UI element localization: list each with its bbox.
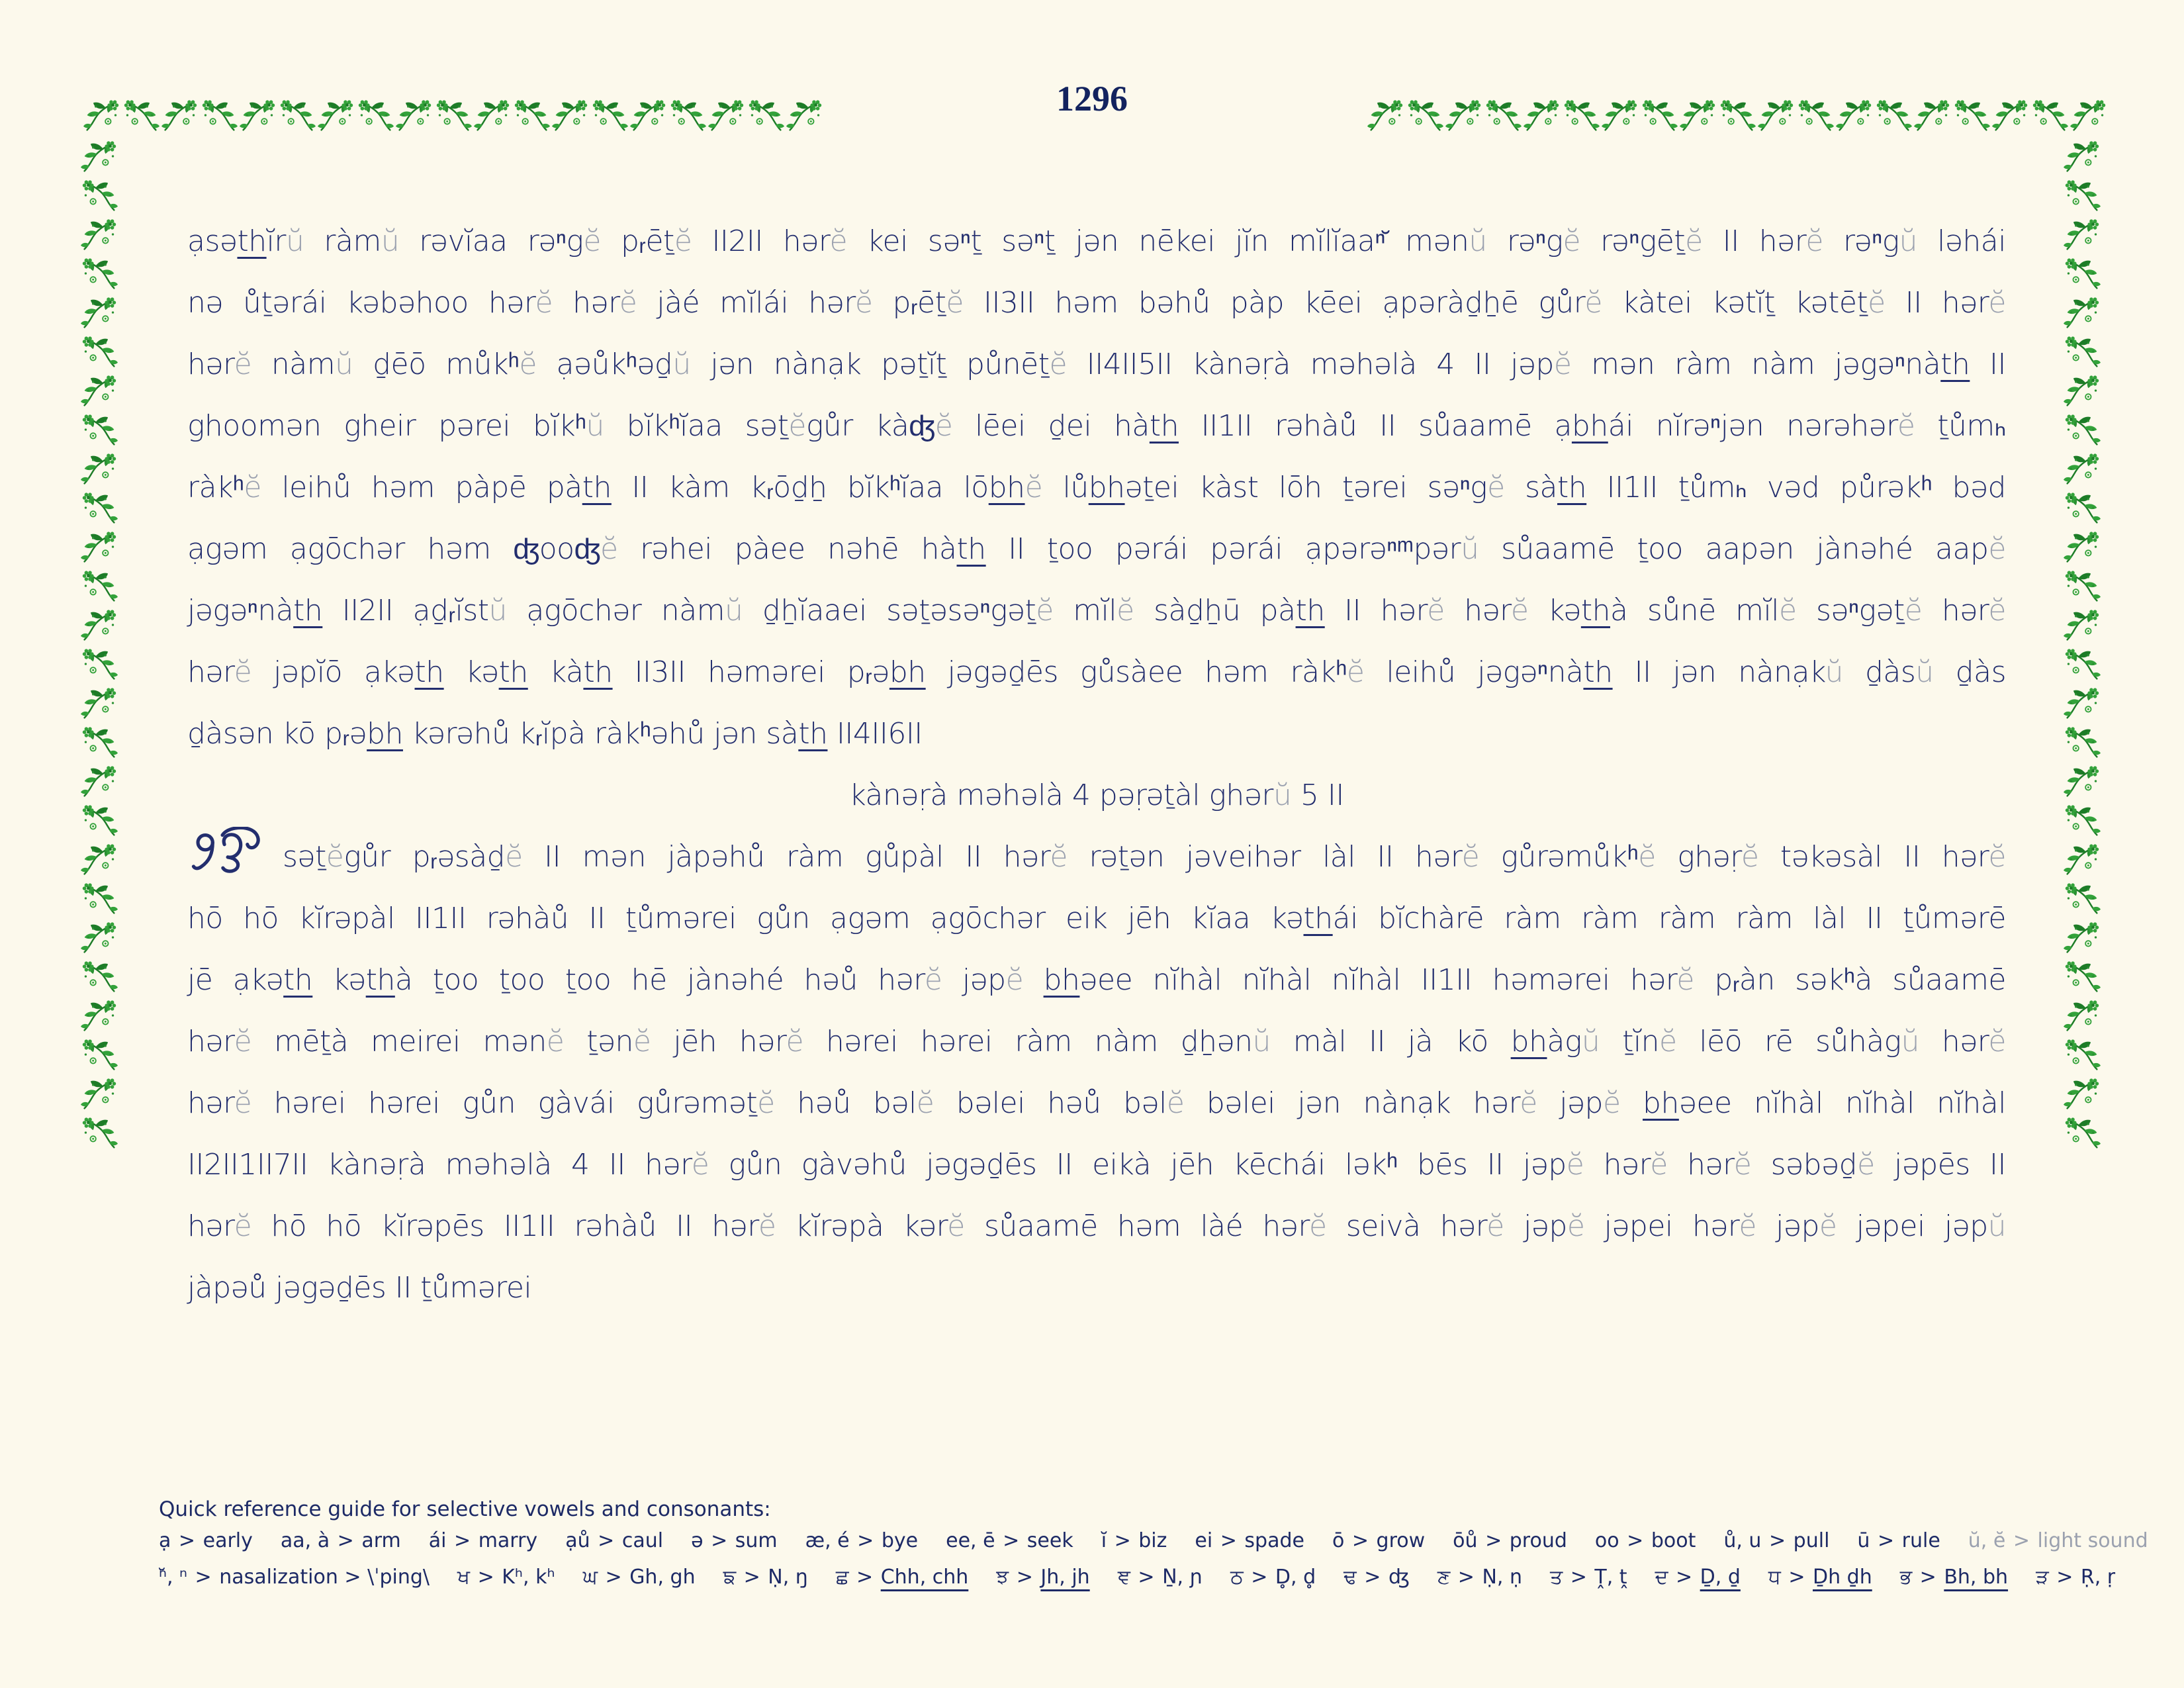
floral-tile-icon xyxy=(81,724,118,761)
shabad-line: jəgəⁿnàth II2II ạḏᵣĭstŭ ạgōchər nàmŭ ḏẖĭaaei səṯəsəⁿgəṯĕ mĭlĕ sàḏẖū pàth II hərĕ hərĕ kəthà sůnē mĭlĕ səⁿgəṯĕ hərĕ xyxy=(187,594,2006,628)
legend-item: oo > boot xyxy=(1594,1529,1696,1552)
floral-tile-icon xyxy=(2064,880,2101,917)
floral-tile-icon xyxy=(81,489,118,526)
legend-item: ਙ > Ṇ, ŋ xyxy=(723,1566,808,1589)
floral-tile-icon xyxy=(2064,489,2101,526)
floral-tile-icon xyxy=(2064,645,2101,682)
floral-tile-icon xyxy=(81,958,118,995)
section-heading: kànəṛà məhəlà 4 pəṛəṯàl ghərŭ 5 II xyxy=(849,778,1344,812)
shabad-line xyxy=(187,826,2006,888)
shabad-line: nə ůṯərái kəbəhoo hərĕ hərĕ jàé mĭlái hərĕ pᵣēṯĕ II3II həm bəhů pàp kēei ạpəràḏẖē gůrĕ kàtei kətĭṯ kətēṯĕ II hərĕ xyxy=(187,286,2006,320)
floral-tile-icon xyxy=(81,1114,118,1151)
floral-tile-icon xyxy=(2064,606,2101,643)
legend-item: ਖ > Kʰ, kʰ xyxy=(457,1566,555,1589)
floral-tile-icon xyxy=(2064,1036,2101,1073)
legend-item: æ, é > bye xyxy=(805,1529,919,1552)
floral-tile-icon xyxy=(81,450,118,487)
floral-tile-icon xyxy=(81,802,118,839)
floral-tile-icon xyxy=(81,411,118,448)
legend-item: ਛ > Chh, chh xyxy=(835,1566,969,1589)
pronunciation-guide xyxy=(159,1497,2148,1589)
floral-tile-icon xyxy=(2064,1114,2101,1151)
legend-item: ਘ > Gh, gh xyxy=(582,1566,696,1589)
shabad-line: hərĕ nàmŭ ḏēō můkʰĕ ạəůkʰəḏŭ jən nànạk pəṯĭṯ půnēṯĕ II4II5II kànəṛà məhəlà 4 II jəpĕ mən ràm nàm jəgəⁿnàth II xyxy=(187,348,2006,381)
legend-item: ū > rule xyxy=(1857,1529,1940,1552)
legend-vowel-row xyxy=(159,1529,2148,1552)
legend-item: ਭ > Bh, bh xyxy=(1899,1566,2009,1589)
floral-tile-icon xyxy=(81,138,118,175)
floral-tile-icon xyxy=(2064,333,2101,370)
shabad-line: ràkʰĕ leihů həm pàpē pàth II kàm kᵣōḏẖ bĭkʰĭaa lōbhĕ lůbhəṯei kàst lōh ṯərei səⁿgĕ sàth II1II ṯůmₕ vəd půrəkʰ bəd xyxy=(187,471,2006,504)
legend-item: ạ > early xyxy=(159,1529,253,1552)
shabad-line: hərĕ jəpĭō ạkəth kəth kàth II3II həmərei pᵣəbh jəgəḏēs gůsàee həm ràkʰĕ leihů jəgəⁿnàth II jən nànạkŭ ḏàsŭ ḏàs xyxy=(187,655,2006,689)
shabad-line: hərĕ hərei hərei gůn gàvái gůrəməṯĕ həů bəlĕ bəlei həů bəlĕ bəlei jən nànạk hərĕ jəpĕ bhəee nĭhàl nĭhàl nĭhàl xyxy=(187,1086,2006,1120)
legend-item: ái > marry xyxy=(428,1529,538,1552)
legend-item: ਢ > ʤ xyxy=(1343,1566,1410,1589)
legend-item: ee, ē > seek xyxy=(946,1529,1073,1552)
shabad-line: jē ạkəth kəthà ṯoo ṯoo ṯoo hē jànəhé həů hərĕ jəpĕ bhəee nĭhàl nĭhàl nĭhàl II1II həmərei hərĕ pᵣàn səkʰà sůaamē xyxy=(187,963,2006,997)
floral-border-right xyxy=(2064,138,2101,1151)
floral-tile-icon xyxy=(81,294,118,331)
floral-tile-icon xyxy=(81,567,118,604)
legend-item: ਠ > D̥, d̥ xyxy=(1230,1566,1316,1589)
floral-tile-icon xyxy=(2064,255,2101,292)
legend-item: ⁿ̆, ⁿ > nasalization > \ˈping\ xyxy=(159,1566,430,1589)
floral-tile-icon xyxy=(81,255,118,292)
floral-tile-icon xyxy=(2064,1075,2101,1112)
floral-tile-icon xyxy=(81,528,118,565)
floral-tile-icon xyxy=(81,1075,118,1112)
floral-tile-icon xyxy=(2064,528,2101,565)
floral-tile-icon xyxy=(81,606,118,643)
shabad-line: ghoomən gheir pərei bĭkʰŭ bĭkʰĭaa səṯĕgůr kàʤĕ lēei ḏei hàth II1II rəhàů II sůaamē ạbhái nĭrəⁿjən nərəhərĕ ṯůmₕ xyxy=(187,409,2006,443)
floral-tile-icon xyxy=(2064,216,2101,253)
floral-tile-icon xyxy=(2064,919,2101,956)
legend-item: ei > spade xyxy=(1195,1529,1304,1552)
floral-tile-icon xyxy=(81,841,118,878)
floral-tile-icon xyxy=(2064,138,2101,175)
shabad-line: hərĕ hō hō kĭrəpēs II1II rəhàů II hərĕ kĭrəpà kərĕ sůaamē həm làé hərĕ seivà hərĕ jəpĕ jəpei hərĕ jəpĕ jəpei jəpŭ xyxy=(187,1209,2007,1243)
legend-item: ੜ > Ṛ, ṛ xyxy=(2036,1566,2116,1589)
floral-tile-icon xyxy=(2064,684,2101,722)
floral-tile-icon xyxy=(81,919,118,956)
legend-title: Quick reference guide for selective vowels and consonants: xyxy=(159,1497,771,1521)
legend-item: ਤ > Ṱ, ṱ xyxy=(1549,1566,1627,1589)
legend-item: ਝ > Jh, jh xyxy=(996,1566,1090,1589)
shabad-line: jàpəů jəgəḏēs II ṯůmərei xyxy=(187,1271,532,1305)
floral-tile-icon xyxy=(81,177,118,214)
page-number: 1296 xyxy=(1056,79,1128,118)
shabad-text xyxy=(187,211,2006,1319)
floral-tile-icon xyxy=(81,645,118,682)
legend-item: ə > sum xyxy=(691,1529,778,1552)
floral-tile-icon xyxy=(81,684,118,722)
floral-tile-icon xyxy=(2064,997,2101,1034)
floral-tile-icon xyxy=(2064,841,2101,878)
shabad-line: II2II1II7II kànəṛà məhəlà 4 II hərĕ gůn gàvəhů jəgəḏēs II eikà jēh kēchái ləkʰ bēs II jəpĕ hərĕ hərĕ səbəḏĕ jəpēs II xyxy=(187,1148,2006,1182)
legend-item: ĭ > biz xyxy=(1101,1529,1167,1552)
shabad-line: ḏàsən kō pᵣəbh kərəhů kᵣĭpà ràkʰəhů jən sàth II4II6II xyxy=(187,717,923,751)
floral-tile-icon xyxy=(81,763,118,800)
legend-item: ů, u > pull xyxy=(1723,1529,1830,1552)
floral-tile-icon xyxy=(81,372,118,409)
legend-item: ਧ > Ḏh ḏh xyxy=(1768,1566,1872,1589)
floral-tile-icon xyxy=(2064,372,2101,409)
shabad-line: hō hō kĭrəpàl II1II rəhàů II ṯůmərei gůn ạgəm ạgōchər eik jēh kĭaa kəthái bĭchàrē ràm ràm ràm ràm làl II ṯůmərē xyxy=(187,902,2006,935)
shabad-line: ạgəm ạgōchər həm ʤooʤĕ rəhei pàee nəhē hàth II ṯoo pərái pərái ạpərəⁿᵐpərŭ sůaamē ṯoo aapən jànəhé aapĕ xyxy=(187,532,2006,566)
floral-tile-icon xyxy=(81,333,118,370)
floral-tile-icon xyxy=(2064,724,2101,761)
floral-tile-icon xyxy=(2064,567,2101,604)
floral-border-left xyxy=(81,138,118,1151)
floral-tile-icon xyxy=(81,216,118,253)
floral-tile-icon xyxy=(2064,958,2101,995)
shabad-line: ạsəthĭrŭ ràmŭ rəvĭaa rəⁿgĕ pᵣēṯĕ II2II hərĕ kei səⁿṯ səⁿṯ jən nēkei jĭn mĭlĭaaⁿ̆ mənŭ rəⁿgĕ rəⁿgēṯĕ II hərĕ rəⁿgŭ ləhái xyxy=(187,224,2006,258)
shabad-line: hərĕ mēṯà meirei mənĕ ṯənĕ jēh hərĕ hərei hərei ràm nàm ḏẖənŭ màl II jà kō bhàgŭ ṯĭnĕ lēō rē sůhàgŭ hərĕ xyxy=(187,1025,2006,1058)
floral-tile-icon xyxy=(2064,411,2101,448)
floral-tile-icon xyxy=(2064,450,2101,487)
legend-item: aa, à > arm xyxy=(280,1529,401,1552)
floral-tile-icon xyxy=(2064,294,2101,331)
legend-item: ŭ, ĕ > light sound xyxy=(1968,1529,2148,1552)
floral-tile-icon xyxy=(81,880,118,917)
floral-tile-icon xyxy=(2064,177,2101,214)
legend-item: ạů > caul xyxy=(565,1529,664,1552)
floral-tile-icon xyxy=(81,997,118,1034)
legend-item: ō > grow xyxy=(1332,1529,1426,1552)
legend-item: ਞ > Ṉ, ɲ xyxy=(1117,1566,1203,1589)
legend-item: ਣ > Ṇ, ṇ xyxy=(1437,1566,1522,1589)
floral-tile-icon xyxy=(81,1036,118,1073)
ik-onkar-symbol xyxy=(187,827,265,876)
floral-tile-icon xyxy=(2064,802,2101,839)
floral-tile-icon xyxy=(2064,763,2101,800)
legend-item: ōů > proud xyxy=(1453,1529,1567,1552)
legend-item: ਦ > Ḏ, ḏ xyxy=(1655,1566,1741,1589)
shabad-line-text: səṯĕgůr pᵣəsàḏĕ II mən jàpəhů ràm gůpàl II hərĕ rəṯən jəveihər làl II hərĕ gůrəmůkʰĕ ghəṛĕ təkəsàl II hərĕ xyxy=(283,840,2006,874)
legend-consonant-row xyxy=(159,1566,2116,1589)
